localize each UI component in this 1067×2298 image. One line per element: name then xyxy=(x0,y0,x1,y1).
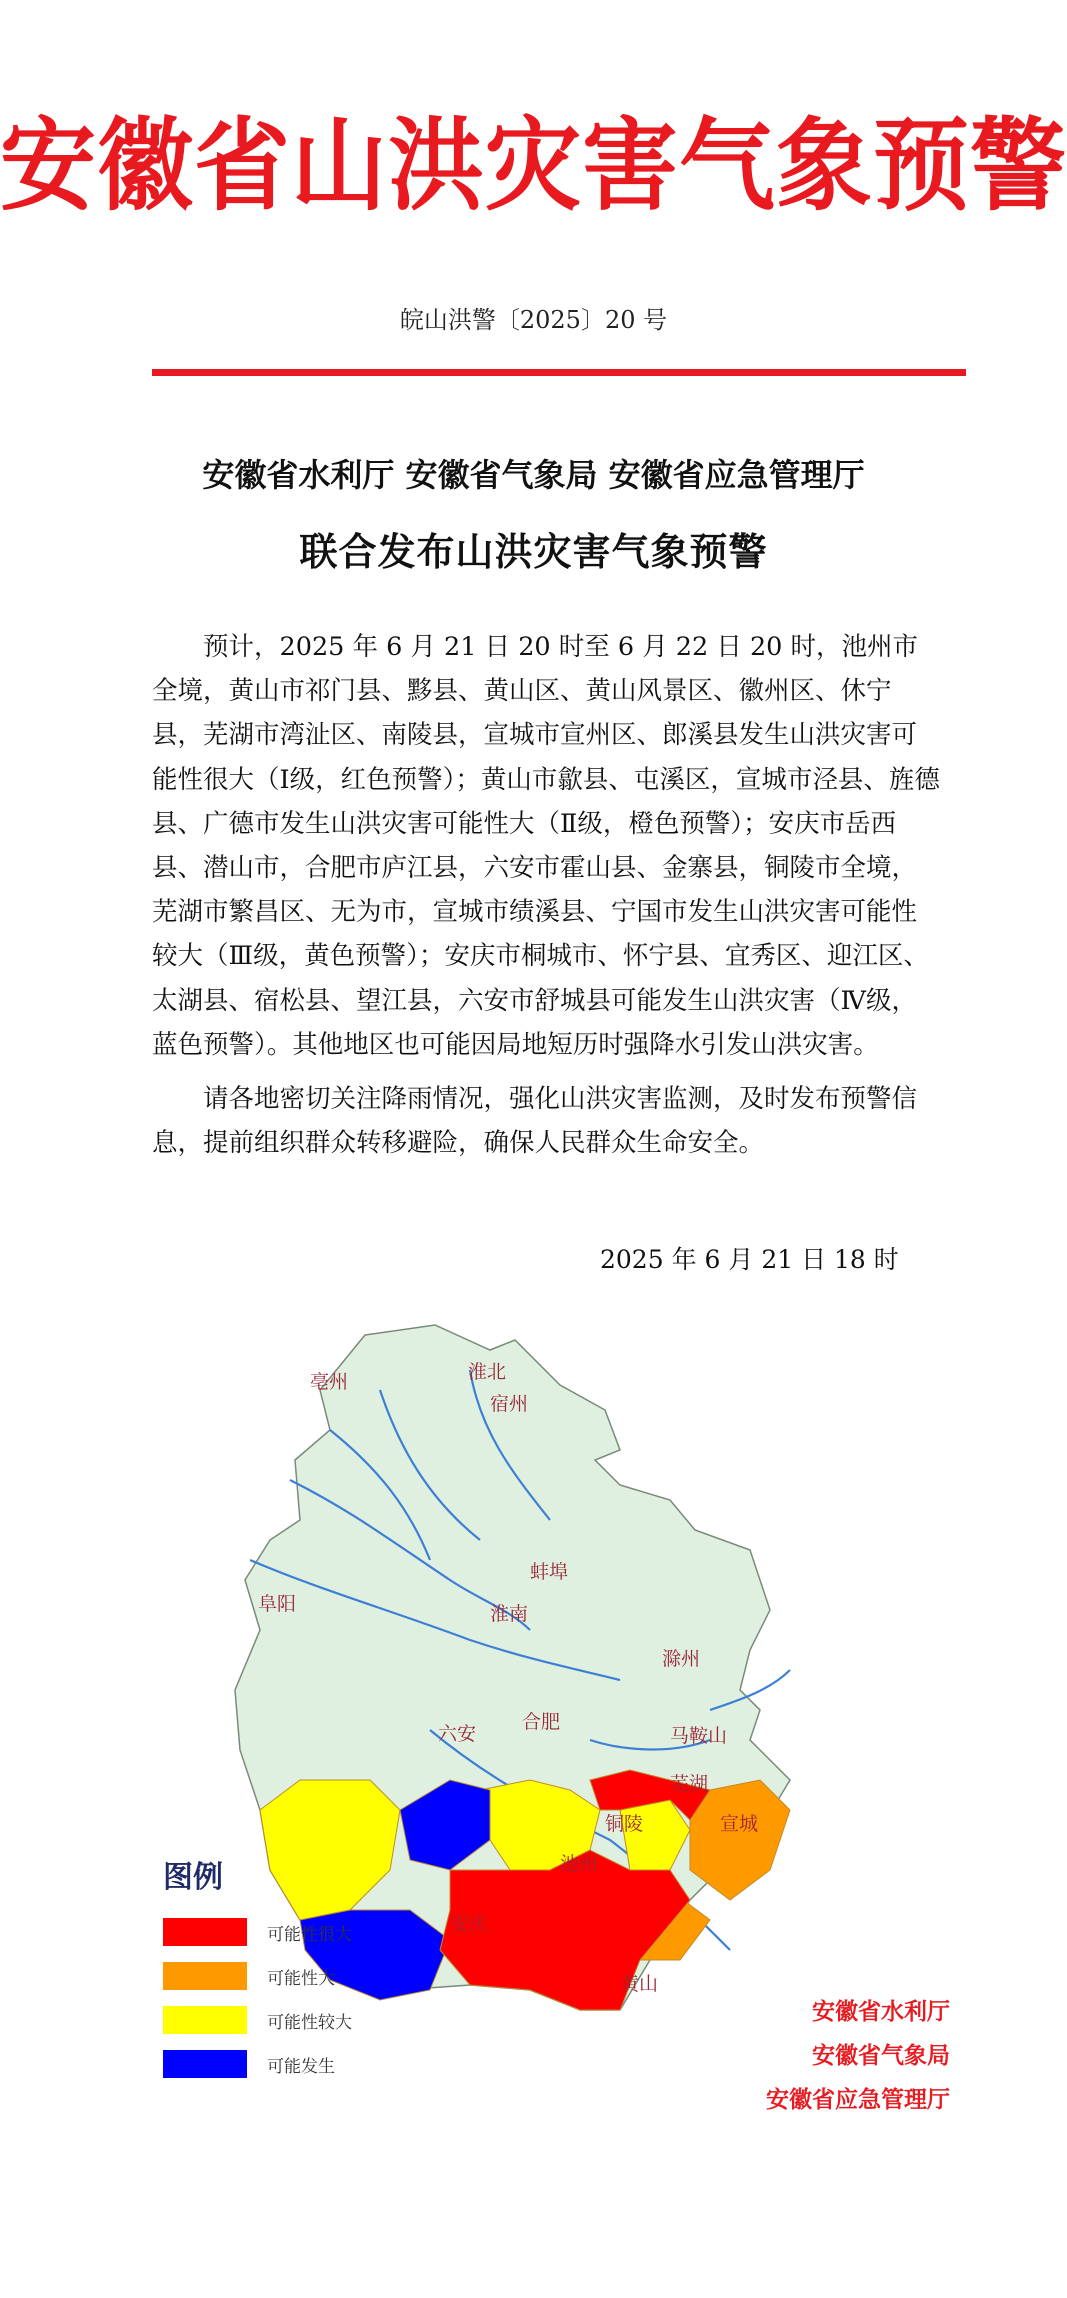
legend-item xyxy=(163,1998,383,2042)
city-label: 淮南 xyxy=(490,1603,529,1625)
notice-subtitle: 联合发布山洪灾害气象预警 xyxy=(299,530,768,574)
map-agencies xyxy=(700,1990,950,2122)
document-number: 皖山洪警〔2025〕20 号 xyxy=(399,306,668,334)
city-label: 六安 xyxy=(438,1723,477,1745)
legend-label: 可能性较大 xyxy=(267,2012,352,2033)
instruction-paragraph: 请各地密切关注降雨情况，强化山洪灾害监测，及时发布预警信息，提前组织群众转移避险，确保人民群众生命安全。 xyxy=(152,1084,918,1159)
legend-swatch-yellow xyxy=(163,2006,247,2034)
legend-swatch-blue xyxy=(163,2050,247,2078)
city-label: 池州 xyxy=(560,1853,599,1875)
city-label: 铜陵 xyxy=(605,1813,644,1835)
legend-item xyxy=(163,2042,383,2086)
city-label: 马鞍山 xyxy=(670,1725,728,1747)
agency-meteorology: 安徽省气象局 xyxy=(812,2042,950,2069)
city-label: 黄山 xyxy=(620,1973,659,1995)
city-label: 滁州 xyxy=(662,1648,701,1670)
legend-swatch-orange xyxy=(163,1962,247,1990)
agency-emergency: 安徽省应急管理厅 xyxy=(766,2086,950,2113)
city-label: 亳州 xyxy=(310,1371,349,1393)
legend-item xyxy=(163,1954,383,1998)
legend-title: 图例 xyxy=(163,1860,223,1895)
forecast-paragraph: 预计，2025 年 6 月 21 日 20 时至 6 月 22 日 20 时，池州市全境，黄山市祁门县、黟县、黄山区、黄山风景区、徽州区、休宁县，芜湖市湾沚区、南陵县，宣城市宣州区、郎溪县发生山洪灾害可能性很大（Ⅰ级，红色预警）；黄山市歙县、屯溪区，宣城市泾县、旌德县、广德市发生山洪灾害可能性大（Ⅱ级，橙色预警）；安庆市岳西县、潜山市，合肥市庐江县，六安市霍山县、金寨县，铜陵市全境，芜湖市繁昌区、无为市，宣城市绩溪县、宁国市发生山洪灾害可能性较大（Ⅲ级，黄色预警）；安庆市桐城市、怀宁县、宜秀区、迎江区、太湖县、宿松县、望江县，六安市舒城县可能发生山洪灾害（Ⅳ级，蓝色预警）。其他地区也可能因局地短历时强降水引发山洪灾害。 xyxy=(152,632,940,1060)
issue-date: 2025 年 6 月 21 日 18 时 xyxy=(600,1245,899,1274)
city-label: 安庆 xyxy=(450,1913,489,1935)
legend-item xyxy=(163,1910,383,1954)
city-label: 宣城 xyxy=(720,1813,759,1835)
city-label: 淮北 xyxy=(468,1361,507,1383)
city-label: 合肥 xyxy=(522,1711,561,1733)
legend-label: 可能发生 xyxy=(267,2056,335,2077)
map-legend xyxy=(163,1852,383,2086)
city-label: 阜阳 xyxy=(258,1593,297,1615)
legend-swatch-red xyxy=(163,1918,247,1946)
legend-label: 可能性很大 xyxy=(267,1924,352,1945)
issuing-agencies: 安徽省水利厅 安徽省气象局 安徽省应急管理厅 xyxy=(202,456,865,494)
notice-body xyxy=(152,625,942,1165)
red-divider xyxy=(152,369,966,376)
city-label: 芜湖 xyxy=(670,1773,709,1795)
legend-label: 可能性大 xyxy=(267,1968,335,1989)
city-label: 蚌埠 xyxy=(530,1561,569,1583)
city-label: 宿州 xyxy=(490,1393,529,1415)
masthead-title: 安徽省山洪灾害气象预警 xyxy=(0,106,1067,225)
agency-water: 安徽省水利厅 xyxy=(812,1998,950,2025)
